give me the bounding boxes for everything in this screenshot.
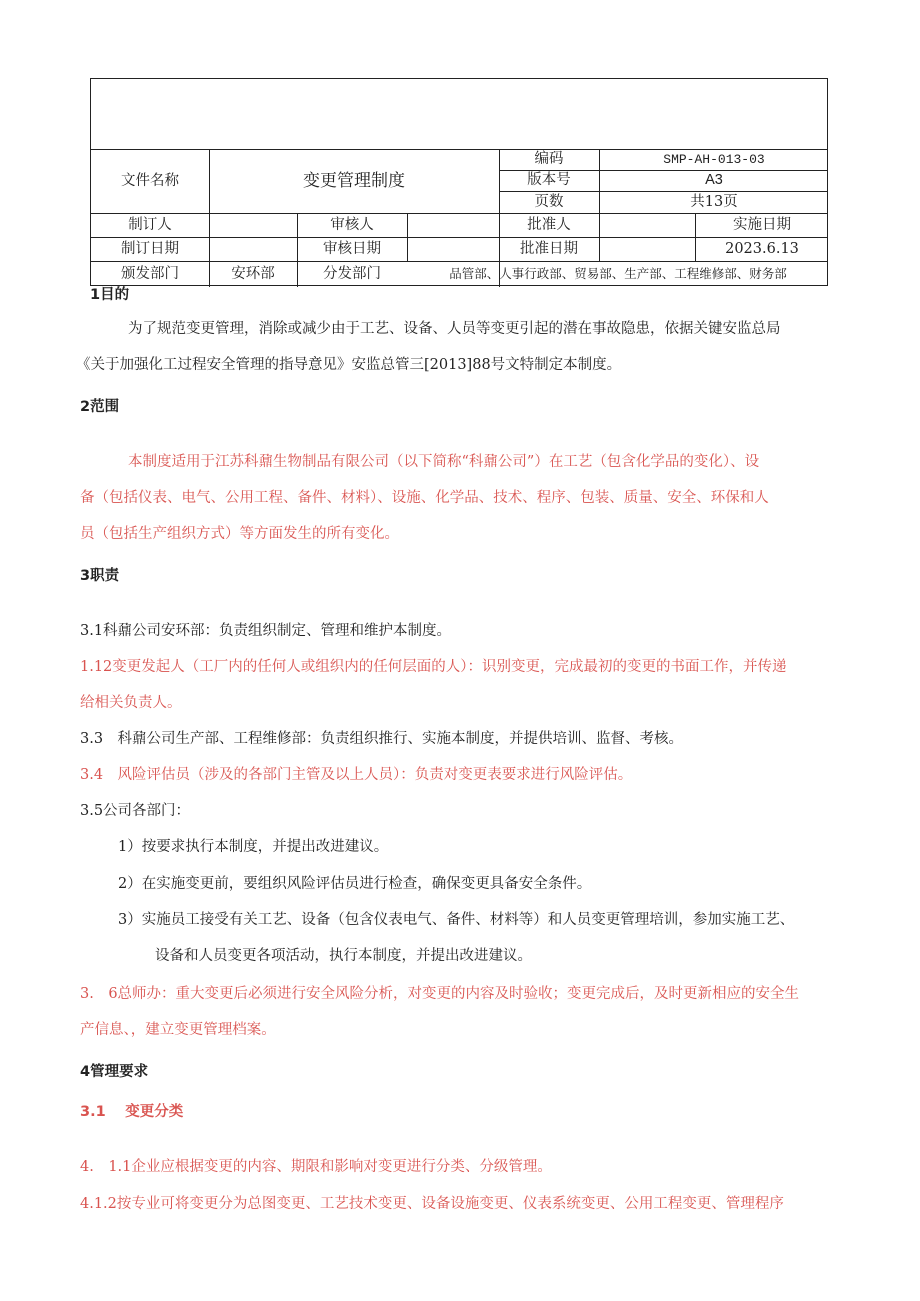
section-4-title: 4管理要求 bbox=[80, 1064, 149, 1080]
drafter-label: 制订人 bbox=[128, 216, 172, 233]
issue-dept-value: 安环部 bbox=[231, 265, 275, 282]
item-4-1-1: 4. 1.1企业应根据变更的内容、期限和影响对变更进行分类、分级管理。 bbox=[80, 1159, 552, 1175]
section-1-title: 1目的 bbox=[90, 287, 130, 303]
item-3-5-sub-1: 1）按要求执行本制度，并提出改进建议。 bbox=[118, 839, 389, 855]
dist-dept-value: 品管部、人事行政部、贸易部、生产部、工程维修部、财务部 bbox=[449, 265, 787, 281]
document-title: 变更管理制度 bbox=[303, 170, 405, 191]
pages-label: 页数 bbox=[534, 193, 564, 210]
impl-date-value: 2023.6.13 bbox=[725, 240, 799, 257]
item-1-12-line-1: 1.12变更发起人（工厂内的任何人或组织内的任何层面的人）：识别变更，完成最初的变更的书面工作，并传递 bbox=[80, 659, 787, 675]
item-3-6-line-2: 产信息、，建立变更管理档案。 bbox=[80, 1022, 276, 1038]
item-4-1-2: 4.1.2按专业可将变更分为总图变更、工艺技术变更、设备设施变更、仪表系统变更、公用工程变更、管理程序 bbox=[80, 1196, 784, 1212]
section-1-para-line-2: 《关于加强化工过程安全管理的指导意见》安监总管三[2013]88号文特制定本制度。 bbox=[76, 357, 622, 373]
file-name-label: 文件名称 bbox=[121, 172, 179, 189]
item-3-3: 3.3 科鼐公司生产部、工程维修部：负责组织推行、实施本制度，并提供培训、监督、考核。 bbox=[80, 731, 684, 747]
impl-date-label: 实施日期 bbox=[733, 216, 791, 233]
code-value: SMP-AH-013-03 bbox=[663, 152, 765, 167]
section-2-para-line-1: 本制度适用于江苏科鼐生物制品有限公司（以下简称“科鼐公司”）在工艺（包含化学品的变化）、设 bbox=[128, 454, 760, 470]
section-3-title: 3职责 bbox=[80, 568, 120, 584]
item-3-5-sub-2: 2）在实施变更前，要组织风险评估员进行检查，确保变更具备安全条件。 bbox=[118, 876, 592, 892]
review-date-label: 审核日期 bbox=[323, 240, 381, 257]
item-3-5-sub-3-line-1: 3）实施员工接受有关工艺、设备（包含仪表电气、备件、材料等）和人员变更管理培训，参加实施工艺、 bbox=[118, 912, 795, 928]
item-3-4: 3.4 风险评估员（涉及的各部门主管及以上人员）：负责对变更表要求进行风险评估。 bbox=[80, 767, 633, 783]
dist-dept-label: 分发部门 bbox=[323, 265, 381, 282]
pages-value: 共13页 bbox=[690, 193, 738, 210]
issue-dept-label: 颁发部门 bbox=[121, 265, 179, 282]
reviewer-label: 审核人 bbox=[330, 216, 374, 233]
document-header-table bbox=[90, 78, 828, 286]
version-value: A3 bbox=[705, 172, 723, 189]
section-1-para-line-1: 为了规范变更管理，消除或减少由于工艺、设备、人员等变更引起的潜在事故隐患，依据关键安监总局 bbox=[128, 321, 781, 337]
item-3-1: 3.1科鼐公司安环部：负责组织制定、管理和维护本制度。 bbox=[80, 623, 452, 639]
section-2-title: 2范围 bbox=[80, 399, 120, 415]
item-3-5: 3.5公司各部门： bbox=[80, 803, 191, 819]
draft-date-label: 制订日期 bbox=[121, 240, 179, 257]
version-label: 版本号 bbox=[527, 172, 571, 189]
subsection-change-classification: 3.1 变更分类 bbox=[80, 1104, 184, 1120]
approver-label: 批准人 bbox=[527, 216, 571, 233]
item-3-5-sub-3-line-2: 设备和人员变更各项活动，执行本制度，并提出改进建议。 bbox=[155, 948, 532, 964]
approve-date-label: 批准日期 bbox=[520, 240, 578, 257]
item-1-12-line-2: 给相关负责人。 bbox=[80, 695, 182, 711]
section-2-para-line-2: 备（包括仪表、电气、公用工程、备件、材料）、设施、化学品、技术、程序、包装、质量、安全、环保和人 bbox=[80, 490, 769, 506]
code-label: 编码 bbox=[534, 151, 564, 168]
section-2-para-line-3: 员（包括生产组织方式）等方面发生的所有变化。 bbox=[80, 526, 399, 542]
item-3-6-line-1: 3. 6总师办：重大变更后必须进行安全风险分析，对变更的内容及时验收；变更完成后，及时更新相应的安全生 bbox=[80, 986, 800, 1002]
